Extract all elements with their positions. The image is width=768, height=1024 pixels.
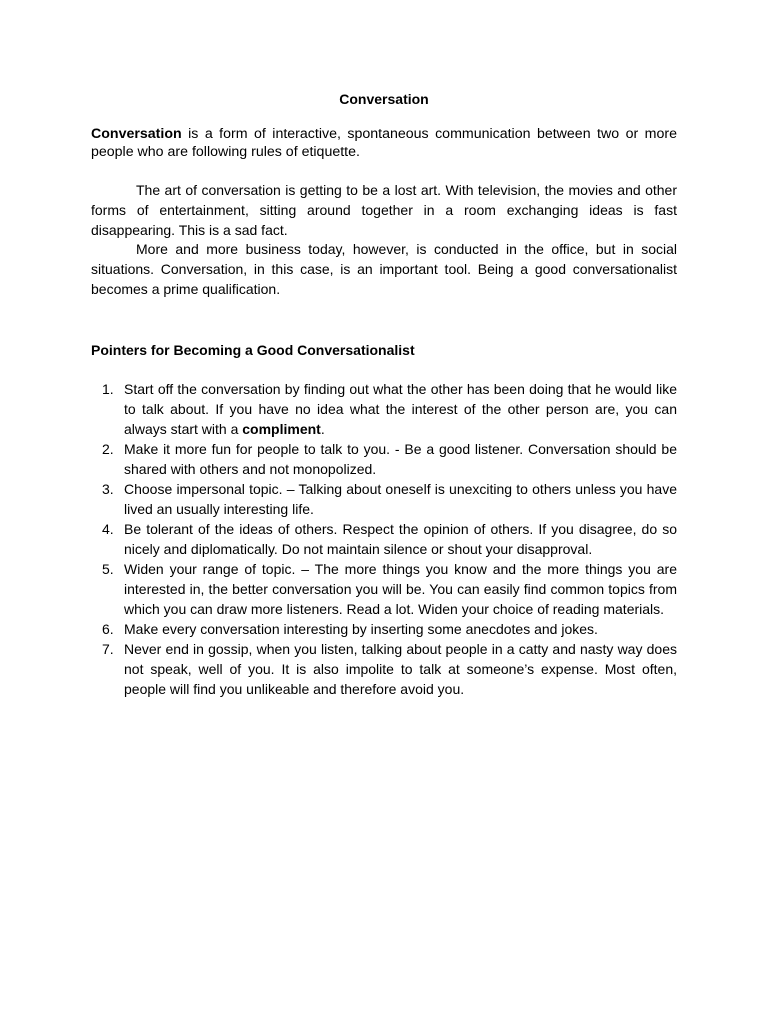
list-item-number: 5.: [102, 561, 114, 577]
list-item-text-part: .: [320, 421, 325, 437]
list-item-text: Widen your range of topic. – The more things you know and the more things you are interested in, the better conversation you will be. You can easily find common topics from which you can draw more listeners. Read a lot. Widen your choice of reading materials.: [124, 561, 677, 617]
list-item-number: 6.: [102, 621, 114, 637]
emphasis-word: compliment: [242, 421, 321, 437]
list-item: [91, 519, 677, 559]
list-item-text: [124, 379, 677, 439]
list-item-text: Make every conversation interesting by inserting some anecdotes and jokes.: [124, 621, 598, 637]
intro-paragraph: The art of conversation is getting to be a lost art. With television, the movies and other forms of entertainment, sitting around together in a room exchanging ideas is fast disappearing. This is a sad fact.: [91, 182, 677, 238]
definition-term: Conversation: [91, 126, 182, 142]
list-item: [91, 639, 677, 699]
list-item-text-part: Start off the conversation by finding out what the other has been doing that he would like to talk about. If you have no idea what the interest of the other person are, you can always start with a: [124, 381, 677, 437]
list-item: [91, 379, 677, 439]
list-item-text: Never end in gossip, when you listen, talking about people in a catty and nasty way does not speak, well of you. It is also impolite to talk at someone’s expense. Most often, people will find you unlikeable and therefore avoid you.: [124, 641, 677, 697]
list-item-number: 4.: [102, 521, 114, 537]
list-item: [91, 619, 677, 639]
pointers-list: [91, 379, 677, 699]
business-paragraph: More and more business today, however, is conducted in the office, but in social situations. Conversation, in this case, is an important tool. Being a good conversationalist becomes a prime qualification.: [91, 241, 677, 297]
list-item-number: 7.: [102, 641, 114, 657]
list-item: [91, 439, 677, 479]
list-item-number: 2.: [102, 441, 114, 457]
list-item-text: Make it more fun for people to talk to you. - Be a good listener. Conversation should be shared with others and not monopolized.: [124, 441, 677, 477]
definition-paragraph: [91, 125, 677, 161]
list-item: [91, 559, 677, 619]
list-item: [91, 479, 677, 519]
list-item-text: Be tolerant of the ideas of others. Respect the opinion of others. If you disagree, do so nicely and diplomatically. Do not maintain silence or shout your disapproval.: [124, 521, 677, 557]
list-item-text: Choose impersonal topic. – Talking about oneself is unexciting to others unless you have lived an usually interesting life.: [124, 481, 677, 517]
section-heading: Pointers for Becoming a Good Conversationalist: [91, 342, 415, 358]
definition-text: is a form of interactive, spontaneous communication between two or more people who are following rules of etiquette.: [91, 126, 677, 160]
page-title: Conversation: [339, 91, 429, 107]
list-item-number: 3.: [102, 481, 114, 497]
list-item-number: 1.: [102, 381, 114, 397]
